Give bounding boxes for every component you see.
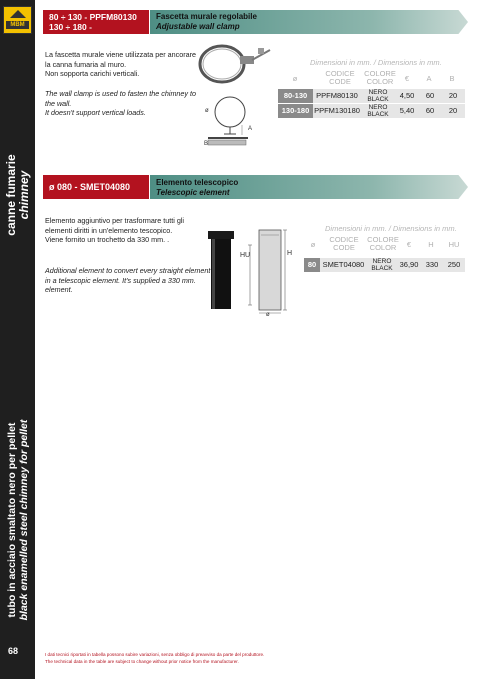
th-color-en: COLOR (369, 243, 397, 252)
cell-color (367, 258, 397, 272)
cell-a: 60 (425, 91, 435, 100)
cell-price: 5,40 (399, 106, 415, 115)
th-hu: HU (448, 240, 460, 249)
th-dia: ø (310, 240, 316, 249)
brand-logo (3, 6, 32, 34)
cell-color (361, 89, 395, 103)
cell-color-it: NERO (368, 89, 388, 96)
section1-title-en: Adjustable wall clamp (156, 21, 240, 31)
category-label-it: canne fumarie (4, 154, 18, 236)
footnote-en: The technical data in the table are subject to change without prior notice from the manufacturer. (45, 659, 239, 664)
th-price: € (406, 240, 412, 249)
cell-a: 60 (425, 106, 435, 115)
section2-title (156, 178, 238, 197)
category-label (2, 150, 34, 240)
cell-dia: 80 (304, 258, 320, 272)
section1-title-it: Fascetta murale regolabile (156, 12, 257, 21)
desc-line: It doesn't support vertical loads. (45, 108, 146, 117)
footnote (45, 651, 264, 665)
section2-title-en: Telescopic element (156, 187, 230, 197)
th-color-en: COLOR (366, 77, 394, 86)
page-number: 68 (8, 646, 19, 656)
desc-line: in a telescopic element. It's supplied a 330 mm. (45, 275, 196, 285)
cell-b: 20 (448, 91, 458, 100)
cell-h: 330 (425, 260, 439, 269)
table-row (304, 258, 465, 272)
wall-clamp-photo (192, 36, 272, 92)
cell-code: PPFM130180 (314, 106, 360, 115)
product-line-label-en: black enamelled steel chimney for pellet (18, 419, 30, 621)
desc-line: Non sopporta carichi verticali. (45, 69, 140, 78)
drawing-label-dia: ø (205, 108, 209, 114)
cell-color-it: NERO (372, 258, 392, 265)
th-code-it: CODICE (325, 69, 355, 78)
th-code (322, 236, 366, 252)
cell-dia: 80-130 (278, 89, 313, 103)
th-dia: ø (292, 74, 298, 83)
cell-b: 20 (448, 106, 458, 115)
section2-desc-en (45, 266, 210, 295)
th-color-it: COLORE (367, 235, 399, 244)
category-label-en: chimney (17, 170, 31, 220)
cell-dia: 130-180 (278, 104, 313, 118)
footnote-it: I dati tecnici riportati in tabella possono subire variazioni, senza obbligo di preavviso da parte del produttore. (45, 652, 265, 657)
table-row (278, 104, 465, 118)
section2-dims-caption: Dimensioni in mm. / Dimensions in mm. (325, 224, 457, 233)
cell-color (361, 104, 395, 118)
desc-line: the wall. (45, 98, 72, 108)
telescopic-element-drawing (202, 225, 302, 317)
section1-dims-caption: Dimensioni in mm. / Dimensions in mm. (310, 58, 442, 67)
section1-code-line2: 130 ÷ 180 - PPFM130180 (49, 22, 101, 42)
th-a: A (426, 74, 432, 83)
cell-color-en: BLACK (367, 111, 389, 118)
cell-price: 4,50 (399, 91, 415, 100)
cell-color-en: BLACK (371, 265, 393, 272)
desc-line: la canna fumaria al muro. (45, 59, 127, 69)
drawing-label-b: B (204, 141, 209, 147)
table-row (278, 89, 465, 103)
th-color-it: COLORE (364, 69, 396, 78)
th-code-en: CODE (333, 243, 355, 252)
cell-price: 36,90 (399, 260, 419, 269)
product-line-label (2, 400, 34, 640)
desc-line: Additional element to convert every straight element (45, 266, 211, 275)
th-code-en: CODE (329, 77, 351, 86)
th-h: H (428, 240, 434, 249)
th-price: € (404, 74, 410, 83)
cell-hu: 250 (447, 260, 461, 269)
section1-desc-en (45, 89, 196, 118)
section2-desc-it (45, 216, 184, 245)
section2-title-it: Elemento telescopico (156, 178, 239, 187)
product-line-label-it: tubo in acciaio smaltato nero per pellet (6, 422, 18, 618)
drawing-label-h: H (287, 250, 293, 257)
th-b: B (449, 74, 455, 83)
cell-color-it: NERO (368, 104, 388, 111)
desc-line: elementi diritti in un'elemento tescopico. (45, 225, 173, 235)
th-color (366, 236, 400, 252)
cell-code: PPFM80130 (316, 91, 358, 100)
desc-line: The wall clamp is used to fasten the chimney to (45, 89, 197, 98)
drawing-label-a: A (248, 126, 253, 132)
house-icon (10, 10, 26, 18)
th-code-it: CODICE (329, 235, 359, 244)
sidebar (0, 0, 35, 679)
cell-code: SMET04080 (322, 260, 365, 269)
section2-code-box (43, 175, 149, 199)
section2-code-line1: ø 080 - SMET04080 (49, 182, 131, 192)
th-code (315, 70, 365, 86)
desc-line: Elemento aggiuntivo per trasformare tutti gli (45, 216, 185, 225)
wall-clamp-drawing (204, 92, 264, 152)
logo-text: MBM (6, 21, 29, 29)
section1-desc-it (45, 50, 196, 79)
desc-line: Viene fornito un trochetto da 330 mm. . (45, 235, 170, 244)
desc-line: La fascetta murale viene utilizzata per ancorare (45, 50, 197, 59)
drawing-label-dia: ø (266, 312, 270, 317)
section1-title (156, 12, 257, 31)
th-color (360, 70, 400, 86)
section1-code-box (43, 10, 149, 42)
cell-color-en: BLACK (367, 96, 389, 103)
drawing-label-hu: HU (240, 252, 251, 259)
desc-line: element. (45, 285, 73, 294)
section1-code-line1: 80 ÷ 130 - PPFM80130 (49, 12, 137, 22)
